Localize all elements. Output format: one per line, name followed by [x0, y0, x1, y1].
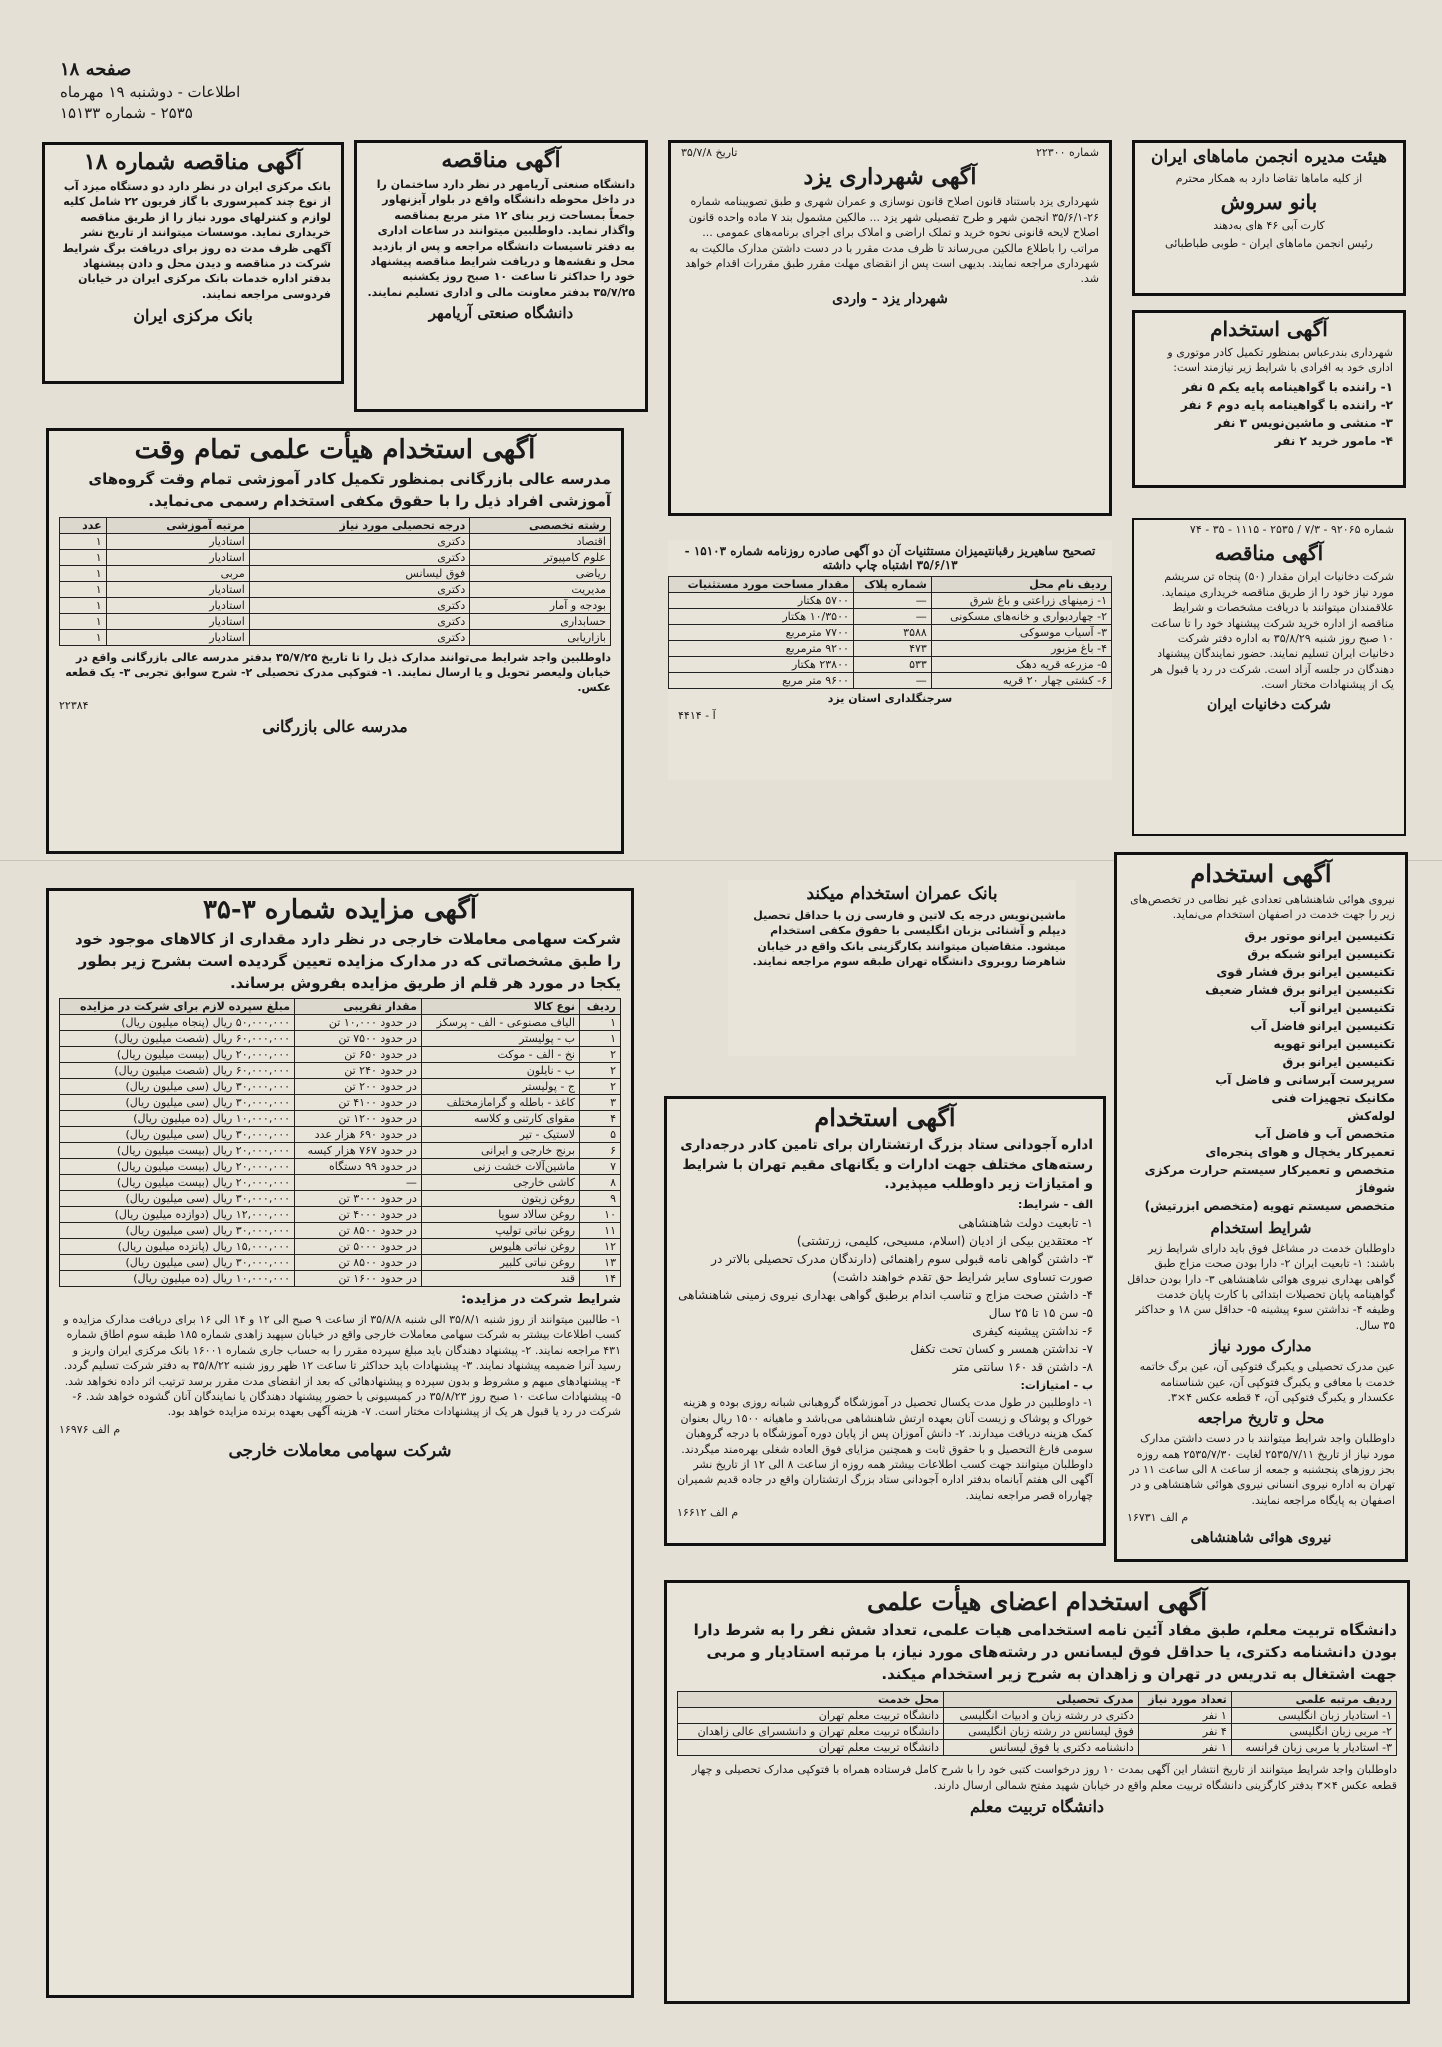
table-cell: کاغذ - باطله و گرامازمختلف	[421, 1095, 579, 1111]
ad-omran-body: ماشین‌نویس درجه یک لاتین و فارسی زن با حداقل تحصیل دیپلم و آشنائی بزبان انگلیسی با حقوق مکفی استخدام میشود. متقاضیان میتوانند بکارگزینی بانک واقع در خیابان شاهرضا روبروی دانشگاه تهران طبقه سوم مراجعه نمایند.	[752, 909, 1066, 969]
ad-teacher-table	[677, 1691, 1397, 1756]
table-cell: فوق لیسانس در رشته زبان انگلیسی	[944, 1724, 1139, 1740]
table-cell: ۱۰,۰۰۰,۰۰۰ ریال (ده میلیون ریال)	[60, 1271, 295, 1287]
table-cell: ۴۷۳	[853, 641, 931, 657]
table-cell: استادیار	[106, 613, 249, 629]
table-row	[60, 1047, 621, 1063]
ad-hire-municipality-list	[1145, 378, 1393, 450]
table-cell: ب - پولیستر	[421, 1031, 579, 1047]
table-row	[60, 1271, 621, 1287]
ad-teacher-title: آگهی استخدام اعضای هیأت علمی	[866, 1587, 1208, 1616]
list-item: تکنیسین ایرانو فاضل آب	[1250, 1018, 1395, 1033]
table-header-row	[60, 517, 611, 533]
table-cell: دکتری	[249, 533, 470, 549]
list-item: ۳- داشتن گواهی نامه قبولی سوم راهنمائی (دارندگان مدرک تحصیلی بالاتر در صورت تساوی سایر شرایط حق تقدم خواهند داشت)	[711, 1252, 1093, 1285]
list-item: تکنیسین ایرانو شبکه برق	[1247, 946, 1395, 961]
table-cell: دکتری	[249, 549, 470, 565]
ad-auction-cond: ۱- طالبین میتوانند از روز شنبه ۳۵/۸/۱ الی شنبه ۳۵/۸/۸ از ساعت ۹ صبح الی ۱۲ و ۱۴ الی ۱۶ برای دریافت مدارک مزایده و کسب اطلاعات بیشتر به شرکت سهامی معاملات خارجی واقع در خیابان سپهبد زاهدی شماره ۱۸۵ طبقه سوم اطاق شماره ۴۳۱ مراجعه نمایند. ۲- پیشنهاد دهندگان باید مبلغ سپرده مقرر را به حساب جاری شماره ۱۶۰۰۱ بانک مرکزی ایران واریز و رسید آنرا ضمیمه پیشنهاد نمایند. ۳- پیشنهادات باید حداکثر تا ساعت ۱۲ ظهر روز شنبه ۳۵/۸/۲۲ به دفتر شرکت تسلیم گردد. ۴- پیشنهادهای مبهم و مشروط و بدون سپرده و پیشنهادهائی که بعد از انقضای مدت مقرر برسد ترتیب اثر داده نخواهد شد. ۵- پیشنهادات ساعت ۱۰ صبح روز ۳۵/۸/۲۳ در کمیسیونی با حضور پیشنهاد دهندگان یا نمایندگان آنان گشوده خواهد شد. ۶- شرکت در رد یا قبول هر یک از پیشنهادات مختار است. ۷- هزینه آگهی بعهده برنده مزایده خواهد بود.	[63, 1313, 621, 1419]
ad-airforce-hiring	[1114, 852, 1408, 1562]
table-cell: ۲۰,۰۰۰,۰۰۰ ریال (بیست میلیون ریال)	[60, 1143, 295, 1159]
table-row	[60, 581, 611, 597]
table-cell: ۵	[580, 1127, 621, 1143]
table-row	[60, 1031, 621, 1047]
list-item: تکنیسین ایرانو برق فشار ضعیف	[1205, 982, 1395, 997]
list-item: ۲- راننده با گواهینامه پایه دوم ۶ نفر	[1180, 397, 1393, 412]
table-cell: ۱ نفر	[1138, 1740, 1231, 1756]
table-cell: روغن نباتی هلیوس	[421, 1239, 579, 1255]
table-row	[60, 629, 611, 645]
ad-tobacco-sig: شرکت دخانیات ایران	[1206, 696, 1332, 713]
table-cell: ۳۰,۰۰۰,۰۰۰ ریال (سی میلیون ریال)	[60, 1095, 295, 1111]
ad-faculty-table-wrap	[59, 517, 611, 646]
table-row	[60, 1175, 621, 1191]
table-cell: —	[853, 593, 931, 609]
table-cell: دکتری	[249, 581, 470, 597]
table-cell: دکتری	[249, 613, 470, 629]
table-cell: استادیار	[106, 581, 249, 597]
table-row	[60, 613, 611, 629]
table-cell: در حدود ۶۵۰ تن	[295, 1047, 422, 1063]
table-cell: ماشین‌آلات خشت زنی	[421, 1159, 579, 1175]
table-cell: در حدود ۱۰,۰۰۰ تن	[295, 1015, 422, 1031]
table-cell: فوق لیسانس	[249, 565, 470, 581]
ad-yazd-body: شهرداری یزد باستناد قانون اصلاح قانون نوسازی و عمران شهری و طبق تصویبنامه شماره ۲۶-۳۵/۶/۱ انجمن شهر و طرح تفصیلی شهر یزد ... مالکین مشمول بند ۷ ماده واحده قانون اصلاح لایحه قانونی نحوه خرید و تملک اراضی و املاک برای اجرای برنامه‌های عمومی ... مراتب را باطلاع مالکین می‌رساند تا ظرف مدت مقرر با در دست داشتن مدارک مالکیت به شهرداری مراجعه نمایند. بدیهی است پس از انقضای مهلت مقرر طبق مقررات اقدام خواهد شد.	[685, 195, 1099, 286]
table-row	[60, 1015, 621, 1031]
table-cell: ۵- مزرعه قریه دهک	[931, 657, 1111, 673]
table-header-row	[669, 577, 1112, 593]
ad-teacher-sig: دانشگاه تربیت معلم	[969, 1797, 1105, 1817]
ad-airforce-list	[1127, 927, 1395, 1215]
table-row	[60, 1223, 621, 1239]
table-cell: اقتصاد	[470, 533, 611, 549]
table-row	[60, 549, 611, 565]
ad-central-bank-sig: بانک مرکزی ایران	[133, 306, 253, 326]
table-row	[60, 565, 611, 581]
table-cell: ۳۰,۰۰۰,۰۰۰ ریال (سی میلیون ریال)	[60, 1079, 295, 1095]
ad-army-b-body: ۱- داوطلبین در طول مدت یکسال تحصیل در آموزشگاه گروهبانی شبانه روزی بوده و هزینه خوراک و پوشاک و زیست آنان بعهده ارتش شاهنشاهی می‌باشد و ماهیانه ۱۵۰۰ ریال بعنوان کمک هزینه دریافت میدارند. ۲- دانش آموزان پس از پایان دوره آموزشگاه با درجه گروهبان سومی فارغ التحصیل و با حقوق ثابت و همچنین مزایای فوق العاده شغلی بهره‌مند میگردند. داوطلبان میتوانند جهت کسب اطلاعات بیشتر همه روزه از ساعت ۸ الی ۱۲ از تاریخ نشر آگهی الی هفتم آبانماه بدفتر اداره آجودانی ستاد بزرگ ارتشتاران واقع در جاده قدیم شمیران چهارراه قصر مراجعه نمایند.	[677, 1396, 1093, 1502]
table-cell: —	[853, 609, 931, 625]
ad-army-hiring	[664, 1096, 1106, 1546]
ad-airforce-cond-title: شرایط استخدام	[1210, 1218, 1312, 1237]
table-header-row	[678, 1692, 1397, 1708]
page-header	[60, 58, 240, 123]
table-cell: ۳۰,۰۰۰,۰۰۰ ریال (سی میلیون ریال)	[60, 1223, 295, 1239]
table-header-cell: عدد	[60, 517, 107, 533]
ad-midwives-line: از کلیه ماماها تقاضا دارد به همکار محترم	[1175, 172, 1363, 185]
list-item: سرپرست آبرسانی و فاضل آب	[1215, 1072, 1395, 1087]
header-issue: ۲۵۳۵ - شماره ۱۵۱۳۳	[60, 103, 193, 122]
table-cell: ۱	[60, 565, 107, 581]
ad-university-sig: دانشگاه صنعتی آریامهر	[428, 304, 574, 323]
table-cell: ۱۱	[580, 1223, 621, 1239]
table-row	[60, 1191, 621, 1207]
table-cell: ۴ نفر	[1138, 1724, 1231, 1740]
table-row	[60, 1079, 621, 1095]
ad-midwives-name: بانو سروش	[1220, 190, 1318, 215]
table-cell: ۷	[580, 1159, 621, 1175]
table-cell: در حدود ۷۵۰۰ تن	[295, 1031, 422, 1047]
list-item: متخصص سیستم تهویه (متخصص ابزرتیش)	[1144, 1198, 1395, 1213]
table-header-cell: ردیف	[580, 999, 621, 1015]
ad-correction	[668, 540, 1112, 780]
table-cell: دانشگاه تربیت معلم تهران	[678, 1740, 944, 1756]
ad-midwives-sig: رئیس انجمن ماماهای ایران - طوبی طباطبائی	[1165, 236, 1373, 250]
table-cell: در حدود ۷۶۷ هزار کیسه	[295, 1143, 422, 1159]
table-cell: در حدود ۸۵۰۰ تن	[295, 1255, 422, 1271]
list-item: تکنیسین ایرانو آب	[1289, 1000, 1395, 1015]
table-cell: ۶- کشتی چهار ۲۰ قریه	[931, 673, 1111, 689]
ad-army-title: آگهی استخدام	[814, 1103, 956, 1132]
table-cell: در حدود ۴۱۰۰ تن	[295, 1095, 422, 1111]
table-cell: دانشگاه تربیت معلم تهران	[678, 1708, 944, 1724]
ad-midwives-body: کارت آبی ۴۶ ه‍‌ای به‌دهند	[1213, 219, 1325, 233]
ad-auction-table-wrap	[59, 998, 621, 1287]
ad-airforce-docs-title: مدارک مورد نیاز	[1210, 1337, 1312, 1356]
table-row	[60, 1159, 621, 1175]
table-header-cell: مرتبه آموزشی	[106, 517, 249, 533]
table-cell: ۳- استادیار یا مربی زبان فرانسه	[1231, 1740, 1396, 1756]
ad-university-title: آگهی مناقصه	[441, 147, 561, 173]
list-item: ۱- تابعیت دولت شاهنشاهی	[958, 1216, 1093, 1231]
list-item: تکنیسین ایرانو برق	[1282, 1054, 1395, 1069]
table-cell: —	[853, 673, 931, 689]
ad-airforce-title: آگهی استخدام	[1190, 859, 1332, 888]
ad-tobacco-body: شرکت دخانیات ایران مقدار (۵۰) پنجاه تن سریشم مورد نیاز خود را از طریق مناقصه خریداری مینماید. علاقمندان میتوانند با دریافت مشخصات و شرایط مناقصه از اداره خرید شرکت پیشنهاد خود را تا ساعت ۱۰ صبح روز شنبه ۳۵/۸/۲۹ به اداره دفتر شرکت دخانیات ایران تسلیم نمایند. حضور نمایندگان پیشنهاد دهندگان در جلسه آزاد است. شرکت در رد یا قبول هر یک از پیشنهادات مختار است.	[1150, 570, 1394, 692]
ad-faculty-intro: مدرسه عالی بازرگانی بمنظور تکمیل کادر آموزشی تمام وقت گروه‌های آموزشی افراد ذیل را با حقوق مکفی استخدام رسمی می‌نماید.	[88, 470, 611, 510]
table-cell: ۱	[60, 581, 107, 597]
table-cell: ۱۲,۰۰۰,۰۰۰ ریال (دوازده میلیون ریال)	[60, 1207, 295, 1223]
ad-faculty-sig: مدرسه عالی بازرگانی	[262, 717, 408, 737]
ad-hire-municipality	[1132, 310, 1406, 488]
ad-auction-ref: م الف ۱۶۹۷۶	[59, 1422, 121, 1436]
list-item: ۷- نداشتن همسر و کسان تحت تکفل	[910, 1342, 1093, 1357]
table-cell: روغن زیتون	[421, 1191, 579, 1207]
ad-correction-sig: سرجنگلداری استان یزد	[827, 692, 953, 705]
table-cell: دکتری	[249, 597, 470, 613]
table-cell: ۲	[580, 1063, 621, 1079]
table-cell: ۶	[580, 1143, 621, 1159]
ad-yazd-sig: شهردار یزد - واردی	[832, 290, 948, 307]
list-item: لوله‌کش	[1347, 1108, 1395, 1123]
ad-university-tender	[354, 140, 648, 412]
table-cell: ۱	[580, 1015, 621, 1031]
table-cell: ۵۰,۰۰۰,۰۰۰ ریال (پنجاه میلیون ریال)	[60, 1015, 295, 1031]
table-cell: مقوای کارتنی و کلاسه	[421, 1111, 579, 1127]
table-cell: در حدود ۱۶۰۰ تن	[295, 1271, 422, 1287]
ad-teacher-intro: دانشگاه تربیت معلم، طبق مفاد آئین نامه استخدامی هیات علمی، تعداد شش نفر را به شرط دارا بودن دانشنامه دکتری، یا حداقل فوق لیسانس در رشته‌های مورد نیاز، با مرتبه استادیار و مربی جهت اشتغال به تدریس در تهران و زاهدان به شرح زیر استخدام میکند.	[693, 1621, 1397, 1683]
table-cell: علوم کامپیوتر	[470, 549, 611, 565]
table-row	[669, 641, 1112, 657]
table-cell: در حدود ۵۰۰۰ تن	[295, 1239, 422, 1255]
table-cell: ۳۰,۰۰۰,۰۰۰ ریال (سی میلیون ریال)	[60, 1255, 295, 1271]
table-header-cell: درجه تحصیلی مورد نیاز	[249, 517, 470, 533]
ad-yazd-meta	[681, 145, 1099, 160]
ad-auction-table	[59, 998, 621, 1287]
table-header-cell: مدرک تحصیلی	[944, 1692, 1139, 1708]
table-cell: ۴- باغ مزبور	[931, 641, 1111, 657]
table-cell: در حدود ۳۰۰۰ تن	[295, 1191, 422, 1207]
table-row	[669, 657, 1112, 673]
ad-auction-title: آگهی مزایده شماره ۳-۳۵	[202, 895, 478, 925]
table-cell: ج - پولیستر	[421, 1079, 579, 1095]
ad-central-bank-tender	[42, 142, 344, 384]
list-item: تکنیسین ایرانو برق فشار قوی	[1216, 964, 1395, 979]
table-header-cell: شماره پلاک	[853, 577, 931, 593]
ad-correction-table	[668, 576, 1112, 689]
table-cell: ۵۳۳	[853, 657, 931, 673]
list-item: ۴- مامور خرید ۲ نفر	[1274, 433, 1393, 448]
table-cell: ۳	[580, 1095, 621, 1111]
table-cell: روغن سالاد سویا	[421, 1207, 579, 1223]
table-header-cell: رشته تخصصی	[470, 517, 611, 533]
table-cell: ۱	[60, 533, 107, 549]
table-cell: ۷۷۰۰ مترمربع	[669, 625, 854, 641]
table-row	[60, 1239, 621, 1255]
table-cell: دکتری	[249, 629, 470, 645]
list-item: تکنیسین ایرانو تهویه	[1273, 1036, 1395, 1051]
table-row	[669, 609, 1112, 625]
table-header-row	[60, 999, 621, 1015]
table-cell: ۱	[60, 549, 107, 565]
table-row	[669, 625, 1112, 641]
table-cell: در حدود ۲۴۰ تن	[295, 1063, 422, 1079]
ad-airforce-docs: عین مدرک تحصیلی و یکبرگ فتوکپی آن، عین برگ خاتمه خدمت با معافی و یکبرگ فتوکپی آن، عین شناسنامه عکسدار و یکبرگ فتوکپی آن، ۴ قطعه عکس ۴×۳.	[1139, 1360, 1395, 1404]
table-header-cell: مقدار مساحت مورد مستثنیات	[669, 577, 854, 593]
ad-airforce-intro: نیروی هوائی شاهنشاهی تعدادی غیر نظامی در تخصص‌های زیر را جهت خدمت در اصفهان استخدام می‌نماید.	[1130, 893, 1395, 922]
table-cell: ۶۰,۰۰۰,۰۰۰ ریال (شصت میلیون ریال)	[60, 1063, 295, 1079]
ad-faculty-table	[59, 517, 611, 646]
table-cell: در حدود ۹۹ دستگاه	[295, 1159, 422, 1175]
ad-auction	[46, 888, 634, 1998]
table-row	[669, 593, 1112, 609]
ad-teacher-table-wrap	[677, 1691, 1397, 1756]
ad-airforce-place: داوطلبان واجد شرایط میتوانند با در دست داشتن مدارک مورد نیاز از تاریخ ۲۵۳۵/۷/۱۱ لغایت ۲۵۳۵/۷/۳۰ همه روزه بجز روزهای پنجشنبه و جمعه از ساعت ۸ الی ساعت ۱۱ در تهران به اداره نیروی انسانی نیروی هوائی شاهنشاهی و در اصفهان به پایگاه مراجعه نمایند.	[1129, 1432, 1395, 1507]
table-cell: ۲	[580, 1079, 621, 1095]
table-cell: ۹۲۰۰ مترمربع	[669, 641, 854, 657]
table-row	[60, 1095, 621, 1111]
table-row	[60, 1111, 621, 1127]
ad-midwives-title: هیئت مدیره انجمن ماماهای ایران	[1151, 147, 1387, 167]
ad-hire-municipality-title: آگهی استخدام	[1210, 317, 1328, 341]
list-item: مکانیک تجهیزات فنی	[1271, 1090, 1395, 1105]
table-cell: ۱	[60, 629, 107, 645]
table-cell: استادیار	[106, 549, 249, 565]
table-cell: ۱ نفر	[1138, 1708, 1231, 1724]
ad-central-bank-title: آگهی مناقصه شماره ۱۸	[83, 149, 303, 175]
table-cell: الیاف مصنوعی - الف - پرسکز	[421, 1015, 579, 1031]
ad-faculty-title: آگهی استخدام هیأت علمی تمام وقت	[134, 435, 536, 465]
table-cell: ۲- چهاردیواری و خانه‌های مسکونی	[931, 609, 1111, 625]
table-cell: ۲۰,۰۰۰,۰۰۰ ریال (بیست میلیون ریال)	[60, 1047, 295, 1063]
table-row	[60, 1063, 621, 1079]
ad-omran-bank	[728, 880, 1076, 1056]
ad-tobacco-tender	[1132, 518, 1406, 836]
ad-correction-ref: آ - ۴۴۱۴	[678, 709, 716, 723]
ad-yazd-date: تاریخ ۳۵/۷/۸	[681, 146, 738, 159]
table-cell: ۱۴	[580, 1271, 621, 1287]
list-item: ۱- راننده با گواهینامه پایه یکم ۵ نفر	[1182, 379, 1393, 394]
ad-teacher-university	[664, 1580, 1410, 2004]
list-item: ۲- معتقدین بیکی از ادیان (اسلام، مسیحی، کلیمی، زرتشتی)	[796, 1234, 1093, 1249]
table-cell: ۸	[580, 1175, 621, 1191]
table-cell: ۲۳۸۰۰ هکتار	[669, 657, 854, 673]
table-cell: ۱۳	[580, 1255, 621, 1271]
table-cell: ۲- مربی زبان انگلیسی	[1231, 1724, 1396, 1740]
ad-tobacco-no: شماره ۹۲۰۶۵ - ۷/۳ / ۲۵۳۵ - ۱۱۱۵ - ۳۵ - ۷۴	[1189, 523, 1394, 536]
table-header-cell: محل خدمت	[678, 1692, 944, 1708]
table-header-cell: ردیف نام محل	[931, 577, 1111, 593]
table-cell: بودجه و آمار	[470, 597, 611, 613]
table-cell: حسابداری	[470, 613, 611, 629]
page-number: صفحه ۱۸	[60, 59, 132, 80]
table-row	[60, 1255, 621, 1271]
table-row	[60, 533, 611, 549]
list-item: ۸- داشتن قد ۱۶۰ سانتی متر	[952, 1360, 1093, 1375]
table-cell: مدیریت	[470, 581, 611, 597]
list-item: ۳- منشی و ماشین‌نویس ۳ نفر	[1214, 415, 1393, 430]
table-row	[678, 1708, 1397, 1724]
table-cell: ۱۰/۳۵۰۰ هکتار	[669, 609, 854, 625]
table-cell: ۵۷۰۰ هکتار	[669, 593, 854, 609]
table-cell: ۹۶۰۰ متر مربع	[669, 673, 854, 689]
ad-yazd-municipality	[668, 140, 1112, 516]
table-cell: کاشی خارجی	[421, 1175, 579, 1191]
header-date: اطلاعات - دوشنبه ۱۹ مهرماه	[60, 83, 241, 102]
ad-airforce-ref: م الف ۱۶۷۳۱	[1127, 1511, 1189, 1525]
ad-correction-title: تصحیح ساهیریز رقبانتیمیزان مستثنیات آن دو آگهی صادره روزنامه شماره ۱۵۱۰۳ - ۳۵/۶/۱۳ اشتباه چاپ داشته	[684, 544, 1096, 572]
table-header-cell: مبلغ سپرده لازم برای شرکت در مزایده	[60, 999, 295, 1015]
list-item: متخصص آب و فاضل آب	[1254, 1126, 1395, 1141]
list-item: ۴- داشتن صحت مزاج و تناسب اندام برطبق گواهی بهداری نیروی زمینی شاهنشاهی	[678, 1288, 1093, 1303]
table-cell: ۲۰,۰۰۰,۰۰۰ ریال (بیست میلیون ریال)	[60, 1159, 295, 1175]
table-cell: استادیار	[106, 597, 249, 613]
ad-midwives	[1132, 140, 1406, 296]
list-item: شوفاژ	[1356, 1180, 1395, 1195]
ad-teacher-cond: داوطلبان واجد شرایط میتوانند از تاریخ انتشار این آگهی بمدت ۱۰ روز درخواست کتبی خود را با شرح کامل فرستاده همراه با فتوکپی مدارک تحصیلی و چهار قطعه عکس ۴×۳ بدفتر کارگزینی دانشگاه تربیت معلم واقع در خیابان شهید مفتح شمالی ارسال دارند.	[691, 1763, 1397, 1792]
table-cell: ۳۰,۰۰۰,۰۰۰ ریال (سی میلیون ریال)	[60, 1191, 295, 1207]
table-row	[60, 597, 611, 613]
table-cell: دانشگاه تربیت معلم تهران و دانشسرای عالی زاهدان	[678, 1724, 944, 1740]
table-row	[60, 1207, 621, 1223]
ad-central-bank-body: بانک مرکزی ایران در نظر دارد دو دستگاه میزد آب از نوع چند کمپرسوری با گاز فریون ۲۲ شامل کلیه لوازم و کنترلهای مورد نیاز را از طریق مناقصه خریداری نماید. موسسات میتوانند از تاریخ نشر آگهی ظرف مدت ده روز برای دریافت برگ شرایط شرکت در مناقصه و دیدن محل و دادن پیشنهاد بدفتر اداره خدمات بانک مرکزی ایران در خیابان فردوسی مراجعه نمایند.	[62, 180, 331, 301]
ad-airforce-place-title: محل و تاریخ مراجعه	[1197, 1409, 1325, 1428]
table-cell: نخ - الف - موکت	[421, 1047, 579, 1063]
ad-army-sec-a: الف - شرایط:	[1018, 1197, 1093, 1211]
table-cell: لاستیک - تیر	[421, 1127, 579, 1143]
table-row	[669, 673, 1112, 689]
ad-university-body: دانشگاه صنعتی آریامهر در نظر دارد ساختمان را در داخل محوطه دانشگاه واقع در بلوار آیزنهاور جمعاً بمساحت زیر بنای ۱۲ متر مربع بمناقصه واگذار نماید. داوطلبین میتوانند در ساعات اداری به دفتر تاسیسات دانشگاه مراجعه و پس از بازدید محل و نقشه‌ها و دریافت شرایط مناقصه پیشنهاد خود را حداکثر تا ساعت ۱۰ صبح روز یکشنبه ۳۵/۷/۲۵ بدفتر معاونت مالی و اداری تسلیم نمایند.	[367, 178, 635, 299]
table-cell: ۱	[580, 1031, 621, 1047]
table-cell: قند	[421, 1271, 579, 1287]
table-row	[60, 1143, 621, 1159]
list-item: ۶- نداشتن پیشینه کیفری	[972, 1324, 1093, 1339]
table-header-cell: تعداد مورد نیاز	[1138, 1692, 1231, 1708]
table-cell: ۱	[60, 597, 107, 613]
table-cell: مربی	[106, 565, 249, 581]
table-cell: ۱۲	[580, 1239, 621, 1255]
table-cell: ۲	[580, 1047, 621, 1063]
list-item: تعمیرکار یخچال و هوای ‌پنجره‌ای	[1205, 1144, 1395, 1159]
ad-auction-cond-title: شرایط شرکت در مزایده:	[461, 1292, 621, 1308]
ad-army-sec-b: ب - امتیازات:	[1020, 1379, 1093, 1393]
table-cell: در حدود ۸۵۰۰ تن	[295, 1223, 422, 1239]
ad-airforce-sig: نیروی هوائی شاهنشاهی	[1190, 1529, 1332, 1546]
table-cell: ۱۰	[580, 1207, 621, 1223]
table-header-cell: مقدار تقریبی	[295, 999, 422, 1015]
table-cell: ۶۰,۰۰۰,۰۰۰ ریال (شصت میلیون ریال)	[60, 1031, 295, 1047]
table-cell: دانشنامه دکتری یا فوق لیسانس	[944, 1740, 1139, 1756]
ad-faculty-ref: ۲۲۳۸۴	[59, 698, 89, 712]
table-header-cell: ردیف مرتبه علمی	[1231, 1692, 1396, 1708]
ad-army-intro: اداره آجودانی ستاد بزرگ ارتشتاران برای تامین کادر درجه‌داری رسته‌های مختلف جهت ادارات و یگانهای مقیم تهران با شرایط و امتیازات زیر داوطلب میپذیرد.	[680, 1137, 1093, 1193]
table-cell: در حدود ۶۹۰ هزار عدد	[295, 1127, 422, 1143]
table-row	[678, 1724, 1397, 1740]
ad-yazd-title: آگهی شهرداری یزد	[803, 164, 977, 191]
table-cell: برنج خارجی و ایرانی	[421, 1143, 579, 1159]
ad-airforce-cond: داوطلبان خدمت در مشاغل فوق باید دارای شرایط زیر باشند: ۱- تابعیت ایران ۲- دارا بودن صحت مزاج طبق گواهی بهداری نیروی هوائی شاهنشاهی ۳- دارا بودن حداقل گواهینامه پایان تحصیلات ابتدائی با کارت پایان خدمت وظیفه ۴- نداشتن سوء پیشینه ۵- حداقل سن ۱۸ و حداکثر ۳۵ سال.	[1127, 1241, 1395, 1332]
table-cell: ۲۰,۰۰۰,۰۰۰ ریال (بیست میلیون ریال)	[60, 1175, 295, 1191]
table-cell: استادیار	[106, 533, 249, 549]
table-cell: ۹	[580, 1191, 621, 1207]
ad-auction-intro: شرکت سهامی معاملات خارجی در نظر دارد مقداری از کالاهای موجود خود را طبق مشخصاتی که در مدارک مزایده تعیین گردیده است بشرح زیر بطور یکجا در مورد هر قلم از طریق مزایده بفروش برساند.	[74, 930, 621, 992]
table-cell: ۱- استادیار زبان انگلیسی	[1231, 1708, 1396, 1724]
ad-omran-title: بانک عمران استخدام میکند	[806, 884, 998, 904]
table-cell: ۳۵۸۸	[853, 625, 931, 641]
table-cell: روغن نباتی تولیپ	[421, 1223, 579, 1239]
table-cell: روغن نباتی کلبیر	[421, 1255, 579, 1271]
table-cell: بازاریابی	[470, 629, 611, 645]
ad-hire-municipality-body: شهرداری بندرعباس بمنظور تکمیل کادر موتوری و اداری خود به افرادی با شرایط زیر نیازمند است:	[1167, 346, 1393, 375]
list-item: ۵- سن ۱۵ تا ۲۵ سال	[988, 1306, 1093, 1321]
table-cell: ۴	[580, 1111, 621, 1127]
table-cell: —	[295, 1175, 422, 1191]
table-cell: ریاضی	[470, 565, 611, 581]
table-cell: ب - نایلون	[421, 1063, 579, 1079]
table-row	[60, 1127, 621, 1143]
table-cell: استادیار	[106, 629, 249, 645]
ad-yazd-no: شماره ۲۲۳۰۰	[1035, 146, 1099, 159]
table-cell: ۳۰,۰۰۰,۰۰۰ ریال (سی میلیون ریال)	[60, 1127, 295, 1143]
list-item: متخصص و تعمیرکار سیستم حرارت مرکزی	[1144, 1162, 1395, 1177]
table-cell: ۱	[60, 613, 107, 629]
table-cell: ۱۰,۰۰۰,۰۰۰ ریال (ده میلیون ریال)	[60, 1111, 295, 1127]
table-cell: ۱- زمینهای زراعتی و باغ شرق	[931, 593, 1111, 609]
table-row	[678, 1740, 1397, 1756]
ad-business-school-faculty	[46, 428, 624, 854]
table-cell: در حدود ۱۲۰۰ تن	[295, 1111, 422, 1127]
table-cell: ۱۵,۰۰۰,۰۰۰ ریال (پانزده میلیون ریال)	[60, 1239, 295, 1255]
ad-faculty-cond: داوطلبین واجد شرایط می‌توانند مدارک ذیل را تا تاریخ ۳۵/۷/۲۵ بدفتر مدرسه عالی بازرگانی واقع در خیابان ولیعصر تحویل و یا ارسال نمایند. ۱- فتوکپی مدرک تحصیلی ۲- شرح سوابق تجربی ۳- یک قطعه عکس.	[65, 650, 611, 695]
ad-army-ref: م الف ۱۶۶۱۲	[677, 1506, 739, 1520]
ad-army-list	[677, 1214, 1093, 1376]
table-cell: دکتری در رشته زبان و ادبیات انگلیسی	[944, 1708, 1139, 1724]
ad-auction-sig: شرکت سهامی معاملات خارجی	[228, 1441, 452, 1462]
table-cell: در حدود ۲۰۰ تن	[295, 1079, 422, 1095]
table-cell: در حدود ۴۰۰۰ تن	[295, 1207, 422, 1223]
ad-tobacco-title: آگهی مناقصه	[1214, 541, 1324, 566]
table-header-cell: نوع کالا	[421, 999, 579, 1015]
list-item: تکنیسین ایرانو موتور برق	[1244, 928, 1395, 943]
table-cell: ۳- آسیاب موسوکی	[931, 625, 1111, 641]
